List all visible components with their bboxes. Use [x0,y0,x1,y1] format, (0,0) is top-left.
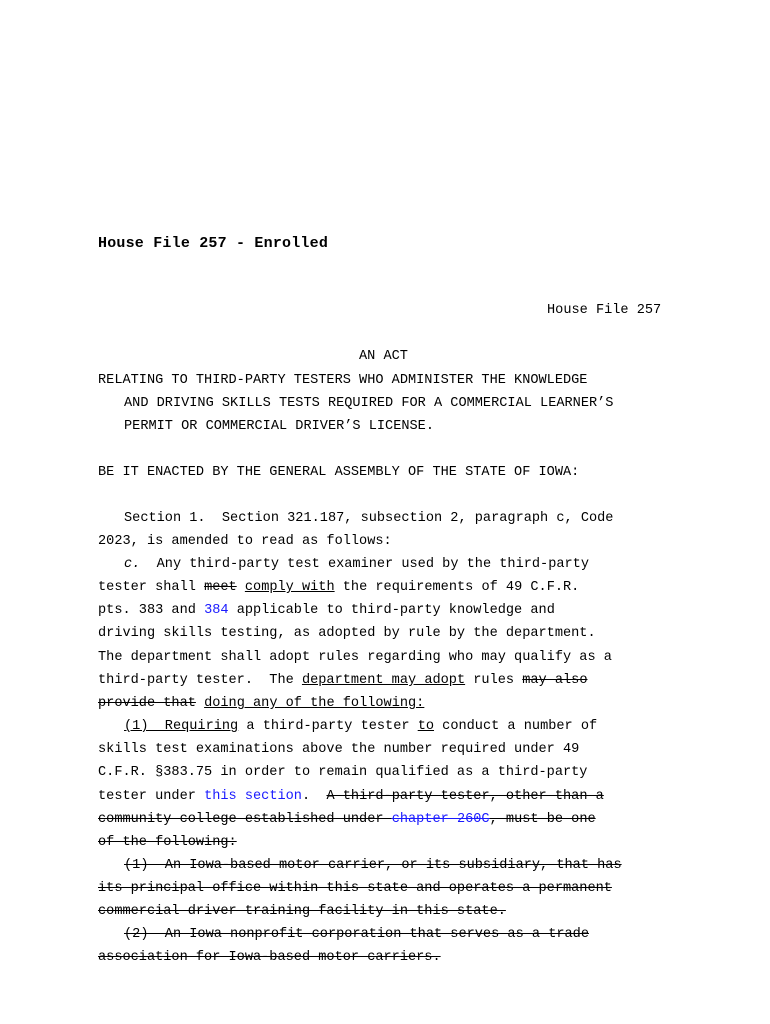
act-title-line: RELATING TO THIRD-PARTY TESTERS WHO ADMINISTER THE KNOWLEDGE [98,373,588,388]
struck-line: commercial driver training facility in this state. [98,904,506,919]
text-run [196,696,204,711]
text-run [237,580,245,595]
text-run: the requirements of 49 C.F.R. [334,580,580,595]
act-title-line: AND DRIVING SKILLS TESTS REQUIRED FOR A COMMERCIAL LEARNER’S [124,396,614,411]
text-run: applicable to third-party knowledge and [228,603,555,618]
act-heading: AN ACT [359,349,408,364]
struck-text: community college established under [98,812,392,827]
item-line [98,788,604,806]
text-run: conduct a number of [434,719,598,734]
text-run: third-party tester. The [98,673,302,688]
text-run: pts. 383 and [98,603,205,618]
inserted-text: (1) Requiring [124,719,239,734]
struck-line: of the following: [98,835,237,850]
inserted-text: comply with [244,580,335,595]
inserted-text: department may adopt [301,673,466,688]
inserted-text: doing any of the following: [204,696,425,711]
struck-text: meet [204,580,237,595]
link-384[interactable]: 384 [204,603,229,618]
struck-text: may also [522,673,588,688]
paragraph-c-line [124,556,589,574]
enacting-clause: BE IT ENACTED BY THE GENERAL ASSEMBLY OF THE STATE OF IOWA: [98,465,580,480]
struck-line: (2) An Iowa nonprofit corporation that serves as a trade [124,927,589,942]
link-chapter-260c[interactable]: chapter 260C [391,812,490,827]
text-run: rules [465,673,523,688]
paragraph-c-line: The department shall adopt rules regarding who may qualify as a [98,650,612,665]
text-run: . [301,789,327,804]
paragraph-c-line [98,672,587,690]
section-heading: Section 1. Section 321.187, subsection 2, paragraph c, Code [124,511,614,526]
section-intro: 2023, is amended to read as follows: [98,534,392,549]
struck-text: A third-party tester, other than a [326,789,604,804]
struck-line: (1) An Iowa-based motor carrier, or its subsidiary, that has [124,858,622,873]
item-line: skills test examinations above the number required under 49 [98,742,580,757]
text-run: tester under [98,789,205,804]
struck-line: its principal office within this state and operates a permanent [98,881,612,896]
paragraph-c-line [98,602,555,620]
struck-text: provide that [98,696,196,711]
text-run: tester shall [98,580,205,595]
struck-line: association for Iowa-based motor carriers. [98,950,441,965]
paragraph-c-line [98,579,579,597]
text-run: a third-party tester [238,719,418,734]
act-title-line: PERMIT OR COMMERCIAL DRIVER’S LICENSE. [124,419,434,434]
text-run: Any third-party test examiner used by the third-party [140,557,589,572]
paragraph-c-line [98,695,424,713]
item-line [98,811,596,829]
paragraph-c-line: driving skills testing, as adopted by rule by the department. [98,626,596,641]
item-line: C.F.R. §383.75 in order to remain qualified as a third-party [98,765,588,780]
paragraph-letter: c. [124,557,141,572]
file-label: House File 257 [547,303,662,318]
link-this-section[interactable]: this section [204,789,302,804]
document-title: House File 257 - Enrolled [98,235,329,252]
item-line [124,718,597,736]
struck-text: , must be one [489,812,596,827]
inserted-text: to [417,719,435,734]
